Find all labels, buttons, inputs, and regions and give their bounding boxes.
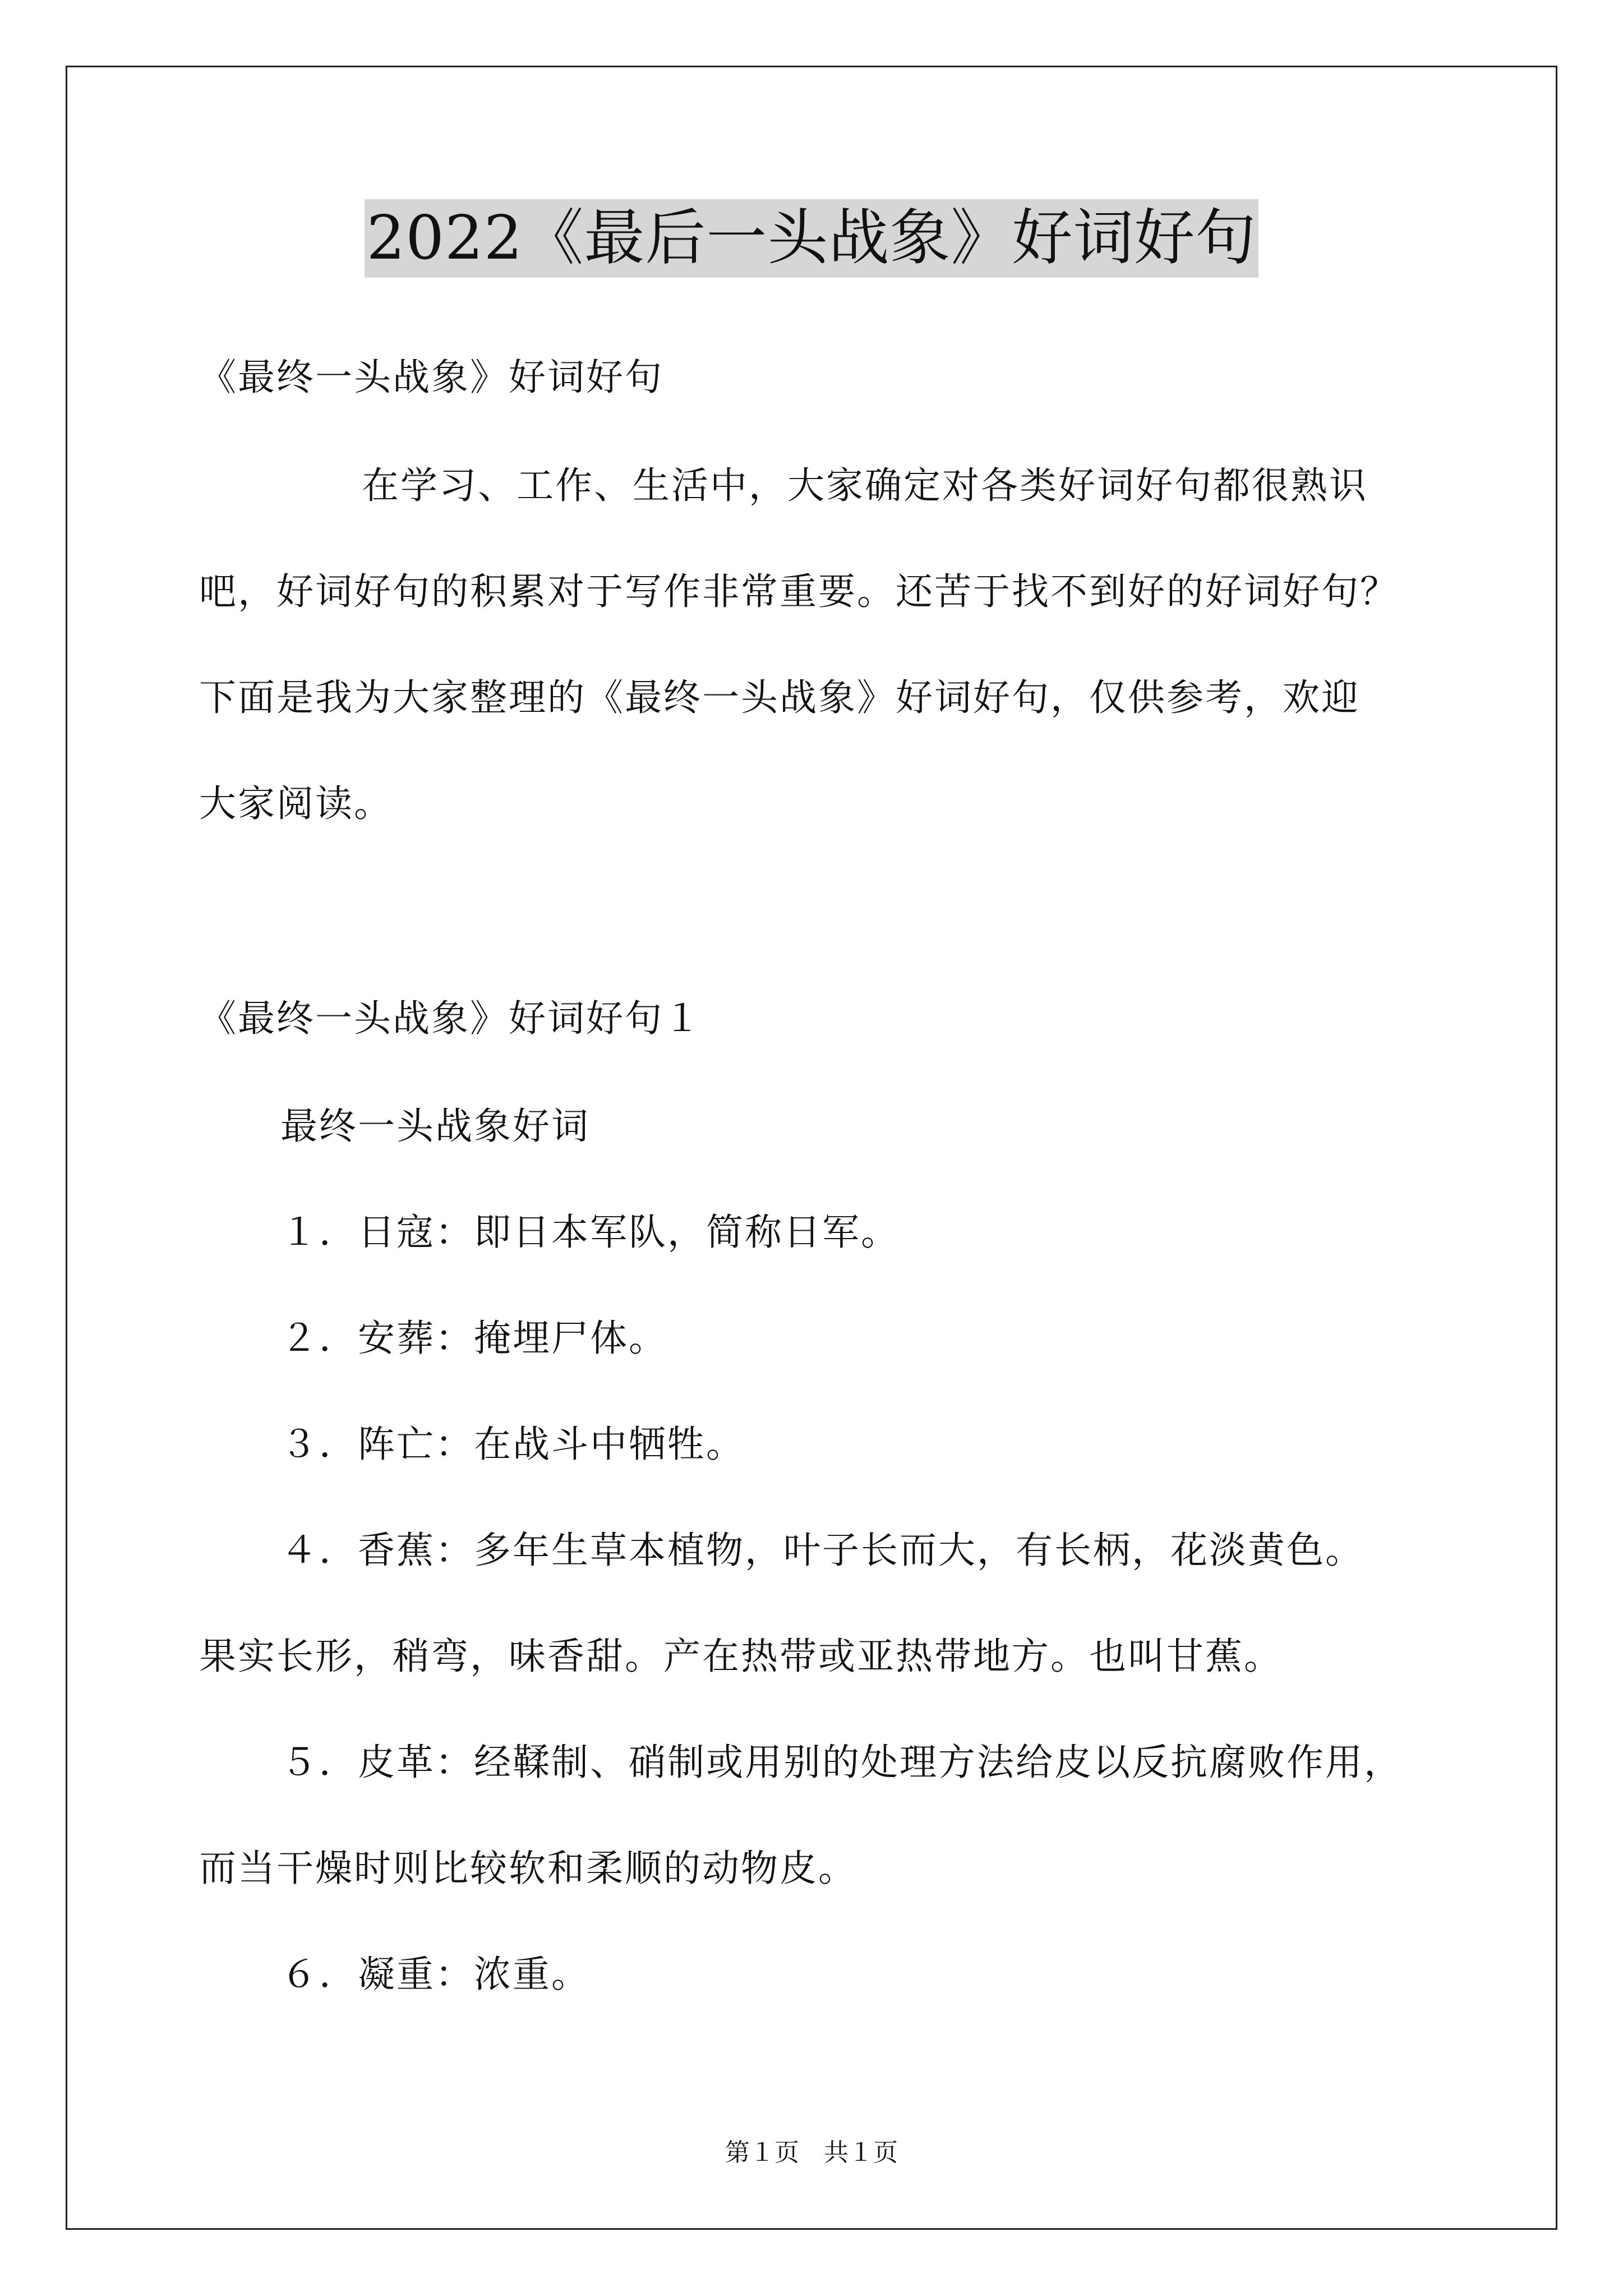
list-item-3: ３．阵亡：在战斗中牺牲。	[280, 1423, 745, 1466]
list-item-5-line-1: ５．皮革：经鞣制、硝制或用别的处理方法给皮以反抗腐败作用，	[280, 1741, 1403, 1784]
list-item-2: ２．安葬：掩埋尸体。	[280, 1317, 667, 1360]
intro-line-1: 在学习、工作、生活中，大家确定对各类好词好句都很熟识	[362, 464, 1368, 507]
list-item-5-line-2: 而当干燥时则比较软和柔顺的动物皮。	[199, 1847, 857, 1890]
list-item-6: ６．凝重：浓重。	[280, 1953, 590, 1996]
list-item-4-line-2: 果实长形，稍弯，味香甜。产在热带或亚热带地方。也叫甘蕉。	[199, 1635, 1283, 1678]
list-item-1: １．日寇：即日本军队，简称日军。	[280, 1211, 900, 1254]
list-item-4-line-1: ４．香蕉：多年生草本植物，叶子长而大，有长柄，花淡黄色。	[280, 1529, 1364, 1572]
document-subtitle: 《最终一头战象》好词好句	[199, 356, 663, 399]
intro-line-4: 大家阅读。	[199, 782, 393, 825]
title-container	[0, 199, 1623, 278]
page-footer: 第１页 共１页	[725, 2138, 898, 2167]
intro-line-3: 下面是我为大家整理的《最终一头战象》好词好句，仅供参考，欢迎	[199, 676, 1360, 719]
intro-line-2: 吧，好词好句的积累对于写作非常重要。还苦于找不到好的好词好句？	[199, 570, 1399, 613]
section-heading: 《最终一头战象》好词好句１	[199, 997, 702, 1040]
subsection-heading: 最终一头战象好词	[280, 1105, 590, 1148]
document-title: 2022《最后一头战象》好词好句	[365, 199, 1259, 278]
